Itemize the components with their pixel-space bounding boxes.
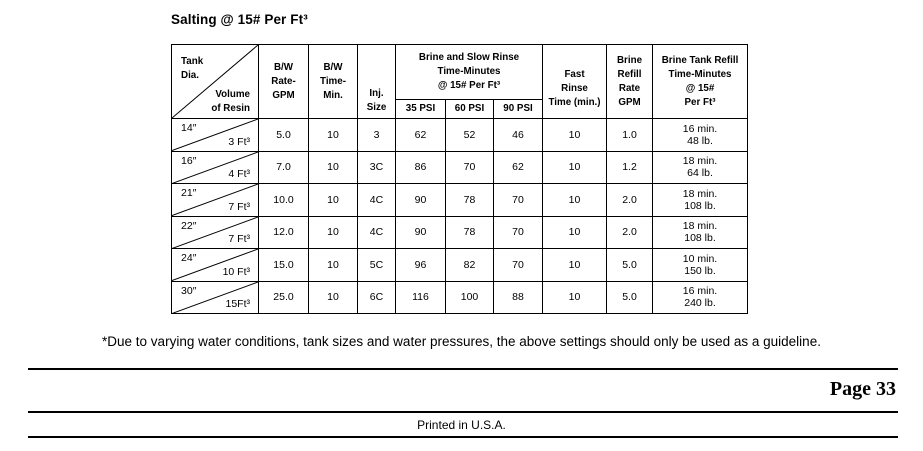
table-row bbox=[172, 151, 748, 184]
psi-35: 116 bbox=[396, 281, 446, 314]
table-heading: Salting @ 15# Per Ft³ bbox=[171, 12, 308, 27]
refill-time: 18 min. bbox=[682, 220, 718, 233]
psi-60: 52 bbox=[446, 119, 494, 152]
bw-time: 10 bbox=[309, 151, 358, 184]
table-row bbox=[172, 184, 748, 217]
refill-time: 16 min. bbox=[682, 285, 718, 298]
tank-diameter: 22″ bbox=[181, 219, 197, 232]
psi-90: 70 bbox=[494, 216, 543, 249]
psi-35: 90 bbox=[396, 216, 446, 249]
tank-volume-cell bbox=[172, 151, 259, 184]
tank-volume-cell bbox=[172, 281, 259, 314]
fast-rinse: 10 bbox=[543, 151, 607, 184]
bw-rate: 12.0 bbox=[259, 216, 309, 249]
resin-volume: 15Ft³ bbox=[225, 298, 250, 310]
inj-size: 5C bbox=[358, 249, 396, 282]
inj-size: 6C bbox=[358, 281, 396, 314]
refill-time: 18 min. bbox=[682, 187, 718, 200]
bw-time: 10 bbox=[309, 184, 358, 217]
brine-refill-rate: 1.2 bbox=[607, 151, 653, 184]
brine-refill-rate: 2.0 bbox=[607, 184, 653, 217]
page-number: Page 33 bbox=[829, 378, 896, 400]
inj-size: 4C bbox=[358, 184, 396, 217]
divider-top bbox=[28, 368, 898, 370]
fast-rinse: 10 bbox=[543, 184, 607, 217]
brine-tank-refill bbox=[653, 119, 748, 152]
refill-time: 18 min. bbox=[682, 155, 718, 168]
bw-rate: 10.0 bbox=[259, 184, 309, 217]
header-inj-size: Inj. Size bbox=[358, 45, 396, 119]
refill-weight: 240 lb. bbox=[684, 297, 716, 310]
fast-rinse: 10 bbox=[543, 119, 607, 152]
guideline-note: *Due to varying water conditions, tank sizes and water pressures, the above settings should only be used as a guideline. bbox=[102, 334, 821, 349]
table-row bbox=[172, 249, 748, 282]
psi-60: 78 bbox=[446, 216, 494, 249]
inj-size: 3 bbox=[358, 119, 396, 152]
refill-weight: 108 lb. bbox=[684, 232, 716, 245]
psi-60: 70 bbox=[446, 151, 494, 184]
header-tank: Tank bbox=[181, 56, 204, 67]
tank-volume-cell bbox=[172, 249, 259, 282]
fast-rinse: 10 bbox=[543, 249, 607, 282]
divider-middle bbox=[28, 411, 898, 413]
tank-volume-cell bbox=[172, 184, 259, 217]
brine-tank-refill bbox=[653, 216, 748, 249]
inj-size: 3C bbox=[358, 151, 396, 184]
bw-rate: 25.0 bbox=[259, 281, 309, 314]
tank-diameter: 14″ bbox=[181, 122, 197, 134]
table-row bbox=[172, 281, 748, 314]
header-fast-rinse: Fast Rinse Time (min.) bbox=[543, 45, 607, 119]
psi-35: 96 bbox=[396, 249, 446, 282]
header-bw-time: B/W Time- Min. bbox=[309, 45, 358, 119]
brine-tank-refill bbox=[653, 281, 748, 314]
header-brine-slow-rinse: Brine and Slow Rinse Time-Minutes @ 15# Per Ft³ bbox=[396, 45, 543, 100]
psi-35: 62 bbox=[396, 119, 446, 152]
refill-weight: 108 lb. bbox=[684, 199, 716, 212]
brine-refill-rate: 5.0 bbox=[607, 249, 653, 282]
header-dia: Dia. bbox=[181, 70, 199, 81]
table-row bbox=[172, 119, 748, 152]
bw-time: 10 bbox=[309, 249, 358, 282]
header-90-psi: 90 PSI bbox=[494, 100, 543, 119]
resin-volume: 4 Ft³ bbox=[228, 168, 250, 180]
bw-rate: 7.0 bbox=[259, 151, 309, 184]
table-row bbox=[172, 216, 748, 249]
fast-rinse: 10 bbox=[543, 281, 607, 314]
brine-tank-refill bbox=[653, 249, 748, 282]
tank-diameter: 30″ bbox=[181, 284, 197, 297]
resin-volume: 7 Ft³ bbox=[228, 200, 250, 213]
refill-weight: 64 lb. bbox=[687, 167, 713, 180]
psi-90: 88 bbox=[494, 281, 543, 314]
psi-35: 86 bbox=[396, 151, 446, 184]
refill-weight: 150 lb. bbox=[684, 264, 716, 277]
brine-tank-refill bbox=[653, 151, 748, 184]
header-of-resin: of Resin bbox=[211, 103, 250, 114]
psi-60: 100 bbox=[446, 281, 494, 314]
printed-in-usa: Printed in U.S.A. bbox=[417, 418, 506, 432]
fast-rinse: 10 bbox=[543, 216, 607, 249]
brine-refill-rate: 1.0 bbox=[607, 119, 653, 152]
divider-bottom bbox=[28, 436, 898, 438]
bw-time: 10 bbox=[309, 119, 358, 152]
refill-weight: 48 lb. bbox=[687, 134, 713, 147]
bw-rate: 5.0 bbox=[259, 119, 309, 152]
header-volume: Volume bbox=[215, 89, 250, 100]
psi-60: 82 bbox=[446, 249, 494, 282]
bw-rate: 15.0 bbox=[259, 249, 309, 282]
bw-time: 10 bbox=[309, 216, 358, 249]
psi-90: 70 bbox=[494, 184, 543, 217]
header-bw-rate: B/W Rate- GPM bbox=[259, 45, 309, 119]
salting-table bbox=[171, 44, 748, 314]
resin-volume: 10 Ft³ bbox=[222, 265, 250, 278]
psi-35: 90 bbox=[396, 184, 446, 217]
header-35-psi: 35 PSI bbox=[396, 100, 446, 119]
tank-volume-cell bbox=[172, 119, 259, 152]
header-tank-volume bbox=[172, 45, 259, 119]
psi-60: 78 bbox=[446, 184, 494, 217]
header-60-psi: 60 PSI bbox=[446, 100, 494, 119]
brine-refill-rate: 2.0 bbox=[607, 216, 653, 249]
inj-size: 4C bbox=[358, 216, 396, 249]
tank-diameter: 16″ bbox=[181, 154, 197, 167]
brine-refill-rate: 5.0 bbox=[607, 281, 653, 314]
refill-time: 16 min. bbox=[682, 122, 718, 135]
refill-time: 10 min. bbox=[682, 252, 718, 265]
resin-volume: 3 Ft³ bbox=[228, 135, 250, 148]
header-brine-refill-rate: Brine Refill Rate GPM bbox=[607, 45, 653, 119]
psi-90: 62 bbox=[494, 151, 543, 184]
tank-diameter: 24″ bbox=[181, 252, 197, 264]
brine-tank-refill bbox=[653, 184, 748, 217]
psi-90: 46 bbox=[494, 119, 543, 152]
psi-90: 70 bbox=[494, 249, 543, 282]
header-brine-tank-refill: Brine Tank Refill Time-Minutes @ 15# Per Ft³ bbox=[653, 45, 748, 119]
bw-time: 10 bbox=[309, 281, 358, 314]
tank-volume-cell bbox=[172, 216, 259, 249]
resin-volume: 7 Ft³ bbox=[228, 233, 250, 245]
tank-diameter: 21″ bbox=[181, 187, 197, 199]
